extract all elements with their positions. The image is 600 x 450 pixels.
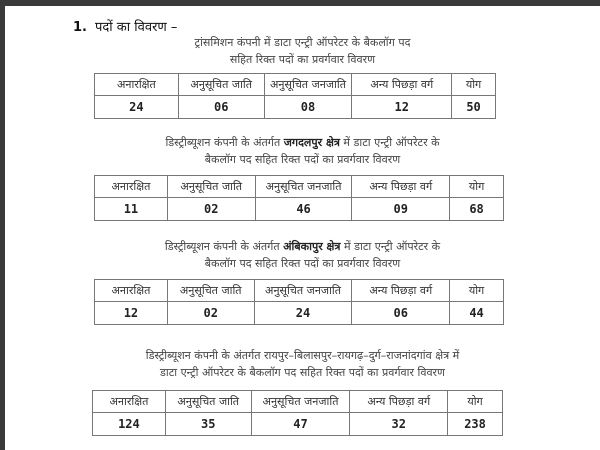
- cell: 24: [95, 96, 179, 119]
- caption-line: सहित रिक्त पदों का प्रवर्गवार विवरण: [229, 53, 376, 66]
- col-header: अनारक्षित: [95, 280, 168, 302]
- cell: 02: [167, 198, 255, 221]
- cell: 06: [352, 302, 450, 325]
- col-header: अनुसूचित जनजाति: [264, 74, 352, 96]
- caption-transmission: [5, 34, 600, 68]
- caption-text: में डाटा एन्ट्री ऑपरेटर के: [339, 136, 440, 149]
- caption-jagdalpur: [5, 134, 600, 168]
- document-page: [5, 6, 600, 450]
- col-header: अन्य पिछड़ा वर्ग: [352, 74, 452, 96]
- region-name: अंबिकापुर क्षेत्र: [283, 240, 341, 253]
- cell: 238: [448, 413, 503, 436]
- col-header: अनुसूचित जाति: [165, 391, 251, 413]
- caption-ambikapur: [5, 238, 600, 272]
- cell: 24: [254, 302, 352, 325]
- col-header: अन्य पिछड़ा वर्ग: [350, 391, 448, 413]
- col-header: अनुसूचित जनजाति: [251, 391, 350, 413]
- region-name: जगदलपुर क्षेत्र: [283, 136, 340, 149]
- caption-text: डिस्ट्रीब्यूशन कंपनी के अंतर्गत: [164, 240, 284, 253]
- cell: 32: [350, 413, 448, 436]
- caption-line: ट्रांसमिशन कंपनी में डाटा एन्ट्री ऑपरेटर के बैकलॉग पद: [194, 36, 411, 49]
- col-header: अनुसूचित जाति: [167, 176, 255, 198]
- col-header: योग: [450, 280, 504, 302]
- cell: 35: [165, 413, 251, 436]
- table-ambikapur: [94, 279, 504, 325]
- col-header: अन्य पिछड़ा वर्ग: [352, 280, 450, 302]
- caption-line: डिस्ट्रीब्यूशन कंपनी के अंतर्गत रायपुर–बिलासपुर–रायगढ़–दुर्ग–राजनांदगांव क्षेत्र में: [145, 349, 460, 362]
- col-header: अनारक्षित: [95, 74, 179, 96]
- heading-text: पदों का विवरण –: [94, 20, 178, 35]
- cell: 68: [450, 198, 504, 221]
- table-raipur-region: [92, 390, 503, 436]
- col-header: अनुसूचित जनजाति: [254, 280, 352, 302]
- col-header: अनुसूचित जाति: [167, 280, 254, 302]
- col-header: अन्य पिछड़ा वर्ग: [352, 176, 450, 198]
- col-header: योग: [448, 391, 503, 413]
- caption-line: डाटा एन्ट्री ऑपरेटर के बैकलॉग पद सहित रिक्त पदों का प्रवर्गवार विवरण: [159, 366, 446, 379]
- cell: 124: [93, 413, 166, 436]
- cell: 12: [95, 302, 168, 325]
- caption-line: [5, 134, 600, 151]
- caption-line: बैकलॉग पद सहित रिक्त पदों का प्रवर्गवार विवरण: [204, 153, 401, 166]
- cell: 12: [352, 96, 452, 119]
- col-header: अनारक्षित: [93, 391, 166, 413]
- cell: 02: [167, 302, 254, 325]
- cell: 50: [452, 96, 496, 119]
- col-header: अनुसूचित जनजाति: [255, 176, 352, 198]
- cell: 46: [255, 198, 352, 221]
- cell: 11: [95, 198, 168, 221]
- caption-text: में डाटा एन्ट्री ऑपरेटर के: [340, 240, 441, 253]
- heading-number: 1.: [73, 20, 87, 35]
- caption-line: [5, 238, 600, 255]
- col-header: योग: [450, 176, 504, 198]
- cell: 08: [264, 96, 352, 119]
- cell: 09: [352, 198, 450, 221]
- col-header: अनारक्षित: [95, 176, 168, 198]
- cell: 44: [450, 302, 504, 325]
- section-heading: [73, 17, 177, 35]
- col-header: अनुसूचित जाति: [178, 74, 264, 96]
- caption-text: डिस्ट्रीब्यूशन कंपनी के अंतर्गत: [165, 136, 284, 149]
- caption-line: बैकलॉग पद सहित रिक्त पदों का प्रवर्गवार विवरण: [204, 257, 401, 270]
- table-transmission: [94, 73, 496, 119]
- table-jagdalpur: [94, 175, 504, 221]
- col-header: योग: [452, 74, 496, 96]
- caption-raipur-region: [5, 347, 600, 381]
- cell: 06: [178, 96, 264, 119]
- cell: 47: [251, 413, 350, 436]
